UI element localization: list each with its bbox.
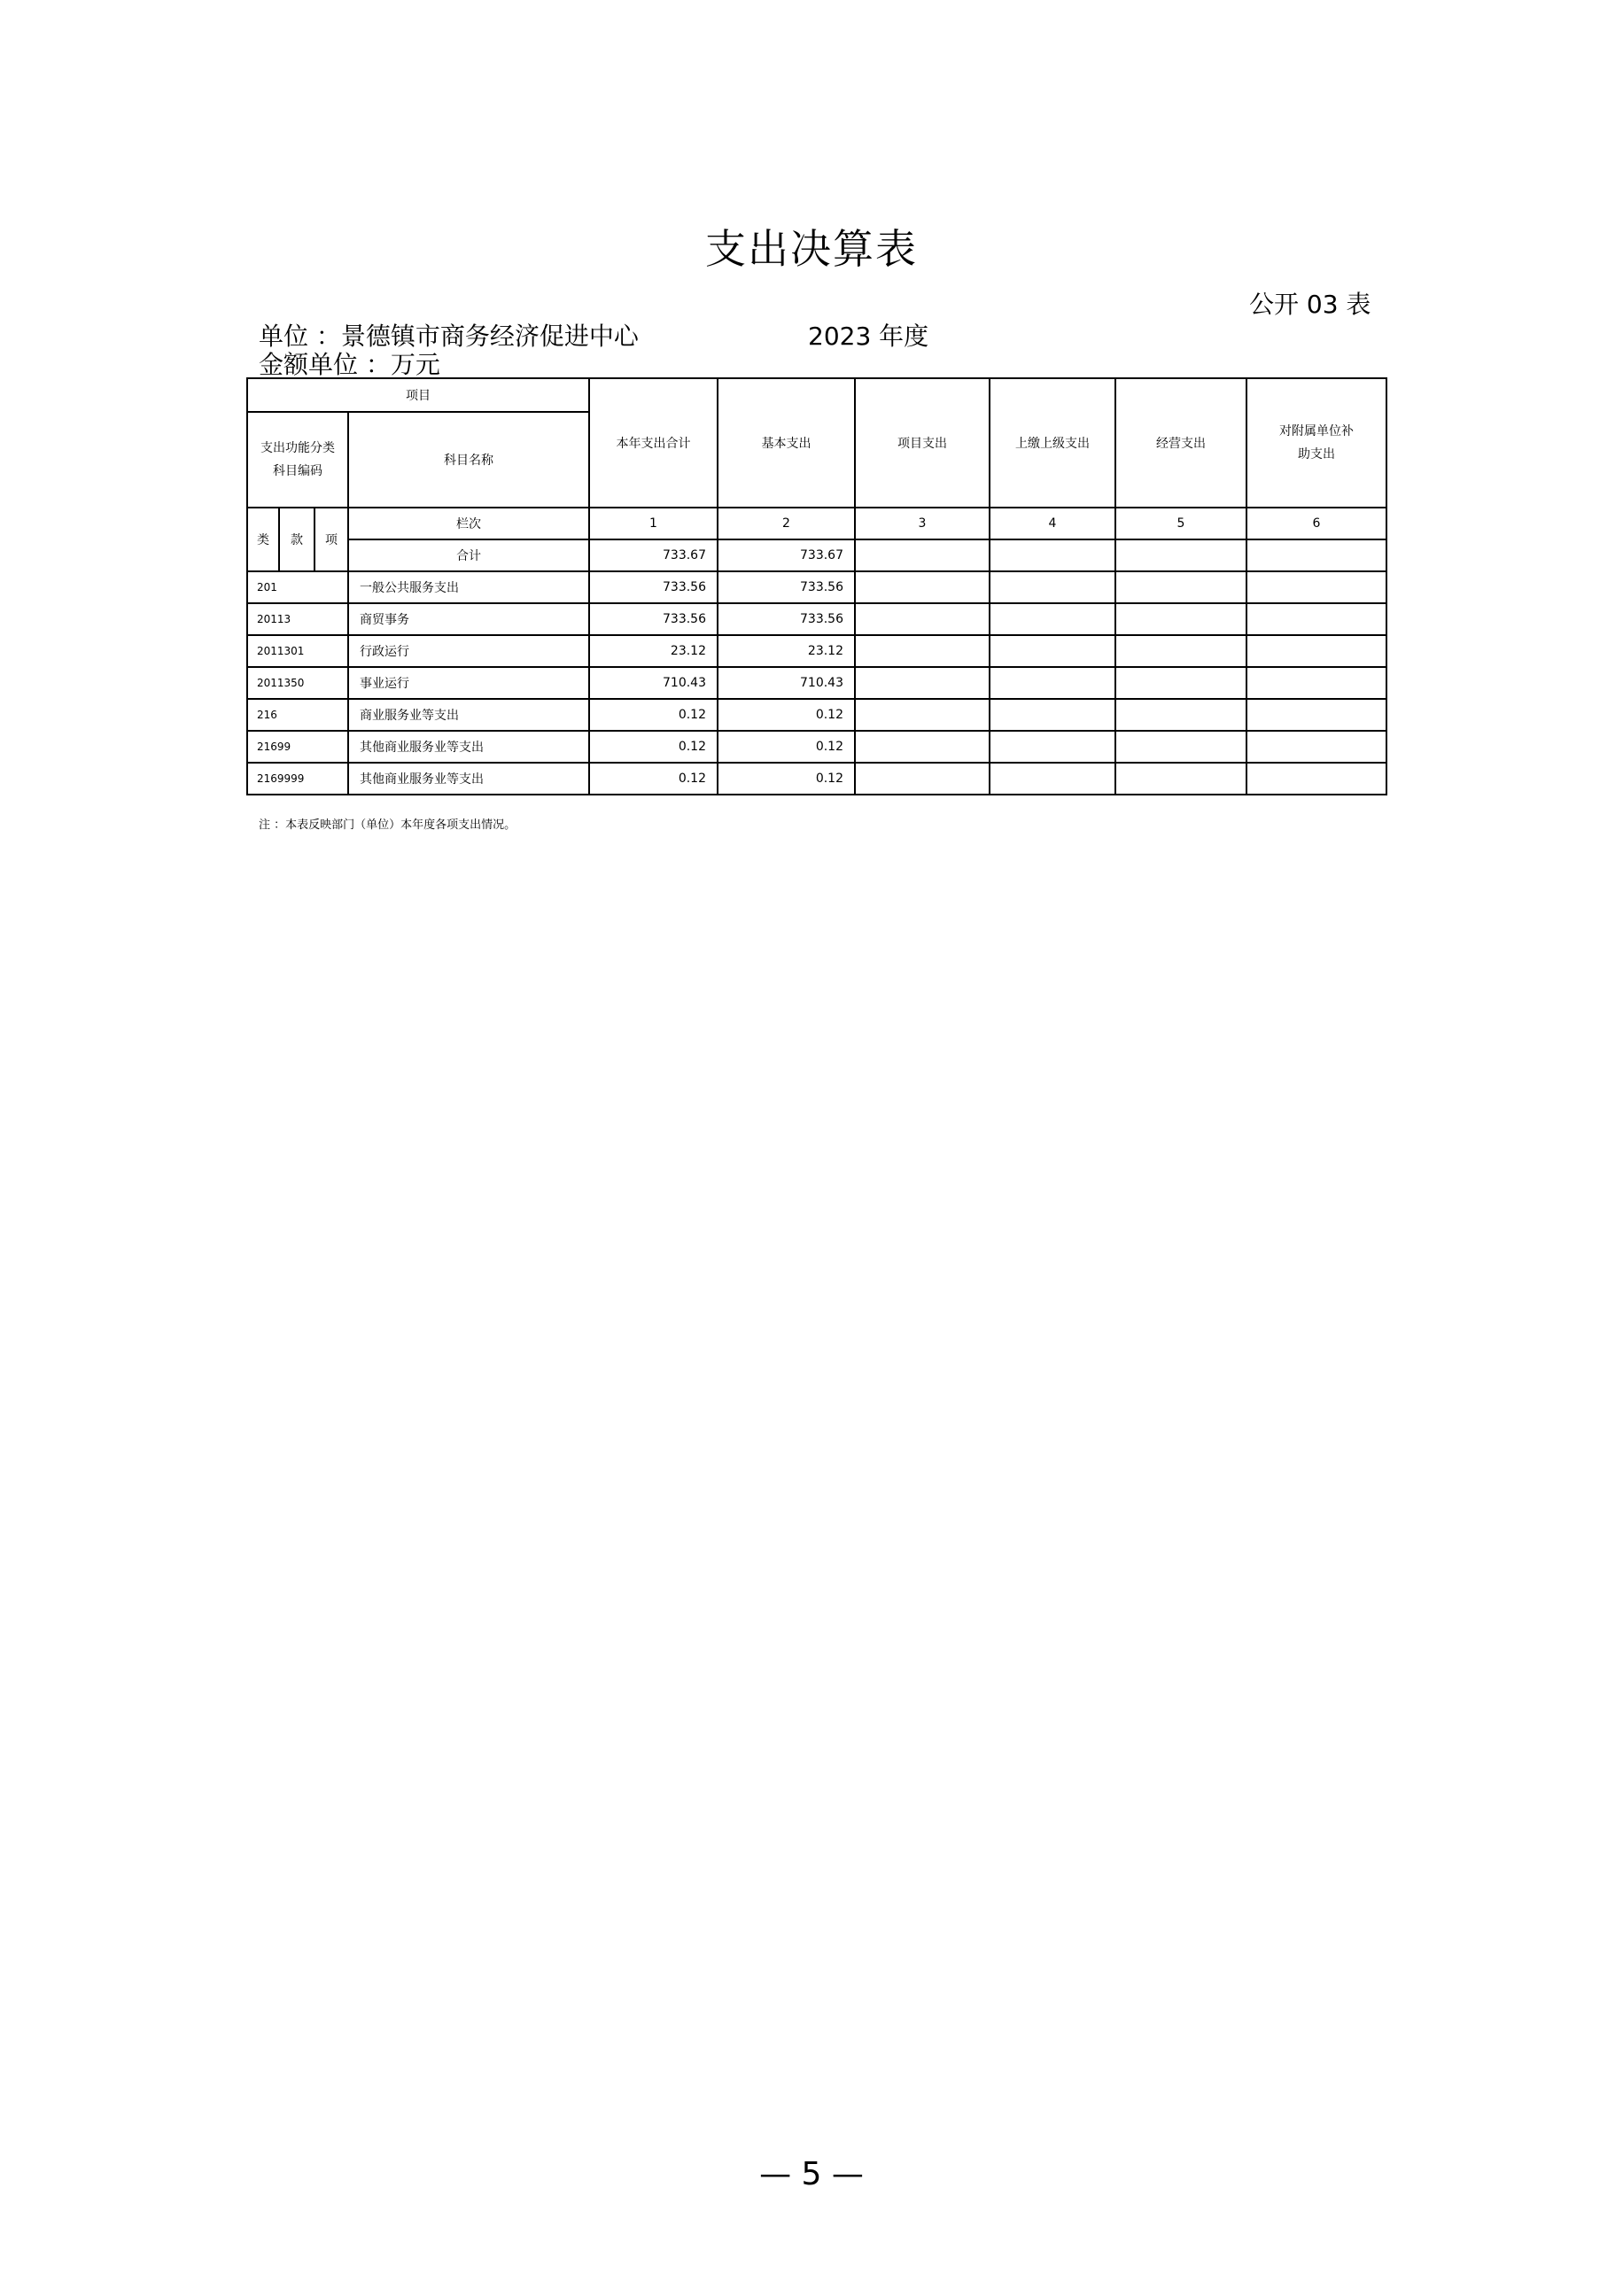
total-value-1: 733.67 — [589, 539, 718, 571]
table-row — [247, 571, 1386, 603]
row-name: 事业运行 — [348, 667, 589, 699]
row-value — [1246, 731, 1386, 763]
row-value — [855, 603, 990, 635]
row-value — [990, 571, 1115, 603]
header-lei: 类 — [247, 508, 279, 571]
row-value — [1246, 635, 1386, 667]
header-item: 项目 — [247, 378, 589, 412]
table-row — [247, 603, 1386, 635]
form-number: 公开 03 表 — [1249, 290, 1371, 319]
row-value — [855, 667, 990, 699]
row-value — [1115, 699, 1246, 731]
total-value-3 — [855, 539, 990, 571]
row-value — [1115, 635, 1246, 667]
row-code: 2011301 — [247, 635, 348, 667]
total-value-2: 733.67 — [718, 539, 855, 571]
table-row — [247, 763, 1386, 795]
row-value — [855, 763, 990, 795]
row-value: 0.12 — [589, 763, 718, 795]
total-value-6 — [1246, 539, 1386, 571]
row-code: 201 — [247, 571, 348, 603]
header-col-5: 经营支出 — [1115, 378, 1246, 508]
col-number-5: 5 — [1115, 508, 1246, 539]
row-value — [855, 571, 990, 603]
header-code-line1: 支出功能分类 — [260, 441, 335, 455]
header-xiang: 项 — [315, 508, 348, 571]
row-value: 733.56 — [718, 603, 855, 635]
table-row — [247, 667, 1386, 699]
row-value — [990, 667, 1115, 699]
row-value: 0.12 — [718, 699, 855, 731]
row-value — [855, 699, 990, 731]
col-number-2: 2 — [718, 508, 855, 539]
expenditure-table — [246, 377, 1387, 795]
row-value: 733.56 — [589, 603, 718, 635]
header-col-6-line1: 对附属单位补 — [1279, 424, 1354, 438]
total-label: 合计 — [348, 539, 589, 571]
row-value — [855, 731, 990, 763]
table-row — [247, 635, 1386, 667]
row-name: 行政运行 — [348, 635, 589, 667]
header-col-6-line2: 助支出 — [1298, 447, 1335, 462]
row-value — [1115, 763, 1246, 795]
header-col-6 — [1246, 378, 1386, 508]
fiscal-year: 2023 年度 — [808, 322, 929, 351]
row-value: 0.12 — [718, 763, 855, 795]
row-value: 710.43 — [718, 667, 855, 699]
row-value: 23.12 — [718, 635, 855, 667]
row-value: 0.12 — [589, 731, 718, 763]
row-value — [855, 635, 990, 667]
row-value — [1246, 763, 1386, 795]
table-note: 注 ：本表反映部门（单位）本年度各项支出情况。 — [259, 818, 516, 832]
row-value: 23.12 — [589, 635, 718, 667]
row-name: 一般公共服务支出 — [348, 571, 589, 603]
unit-line: 单位 ：景德镇市商务经济促进中心 — [259, 322, 639, 351]
col-number-6: 6 — [1246, 508, 1386, 539]
row-code: 2011350 — [247, 667, 348, 699]
row-code: 20113 — [247, 603, 348, 635]
row-value — [990, 731, 1115, 763]
row-code: 21699 — [247, 731, 348, 763]
row-value: 0.12 — [589, 699, 718, 731]
row-value: 0.12 — [718, 731, 855, 763]
col-number-4: 4 — [990, 508, 1115, 539]
row-value — [1115, 603, 1246, 635]
header-code — [247, 412, 348, 508]
page-title: 支出决算表 — [705, 225, 918, 273]
row-value: 733.56 — [718, 571, 855, 603]
total-row — [247, 539, 1386, 571]
row-value — [990, 603, 1115, 635]
row-value — [1246, 603, 1386, 635]
row-value — [1246, 571, 1386, 603]
header-name: 科目名称 — [348, 412, 589, 508]
row-value — [990, 699, 1115, 731]
header-kuan: 款 — [279, 508, 315, 571]
row-value — [1115, 731, 1246, 763]
header-col-3: 项目支出 — [855, 378, 990, 508]
row-value — [1246, 699, 1386, 731]
header-col-4: 上缴上级支出 — [990, 378, 1115, 508]
header-lanci: 栏次 — [348, 508, 589, 539]
row-name: 其他商业服务业等支出 — [348, 763, 589, 795]
row-name: 商贸事务 — [348, 603, 589, 635]
page-number: — 5 — — [759, 2156, 864, 2192]
total-value-5 — [1115, 539, 1246, 571]
row-value — [1246, 667, 1386, 699]
row-value — [990, 635, 1115, 667]
table-row — [247, 731, 1386, 763]
row-value: 710.43 — [589, 667, 718, 699]
row-code: 2169999 — [247, 763, 348, 795]
col-number-1: 1 — [589, 508, 718, 539]
amount-unit: 金额单位 ：万元 — [259, 350, 440, 379]
total-value-4 — [990, 539, 1115, 571]
header-code-line2: 科目编码 — [273, 464, 322, 478]
row-code: 216 — [247, 699, 348, 731]
row-value — [1115, 571, 1246, 603]
header-col-1: 本年支出合计 — [589, 378, 718, 508]
header-col-2: 基本支出 — [718, 378, 855, 508]
row-value — [990, 763, 1115, 795]
table-row — [247, 699, 1386, 731]
col-number-3: 3 — [855, 508, 990, 539]
row-value: 733.56 — [589, 571, 718, 603]
row-value — [1115, 667, 1246, 699]
row-name: 商业服务业等支出 — [348, 699, 589, 731]
row-name: 其他商业服务业等支出 — [348, 731, 589, 763]
